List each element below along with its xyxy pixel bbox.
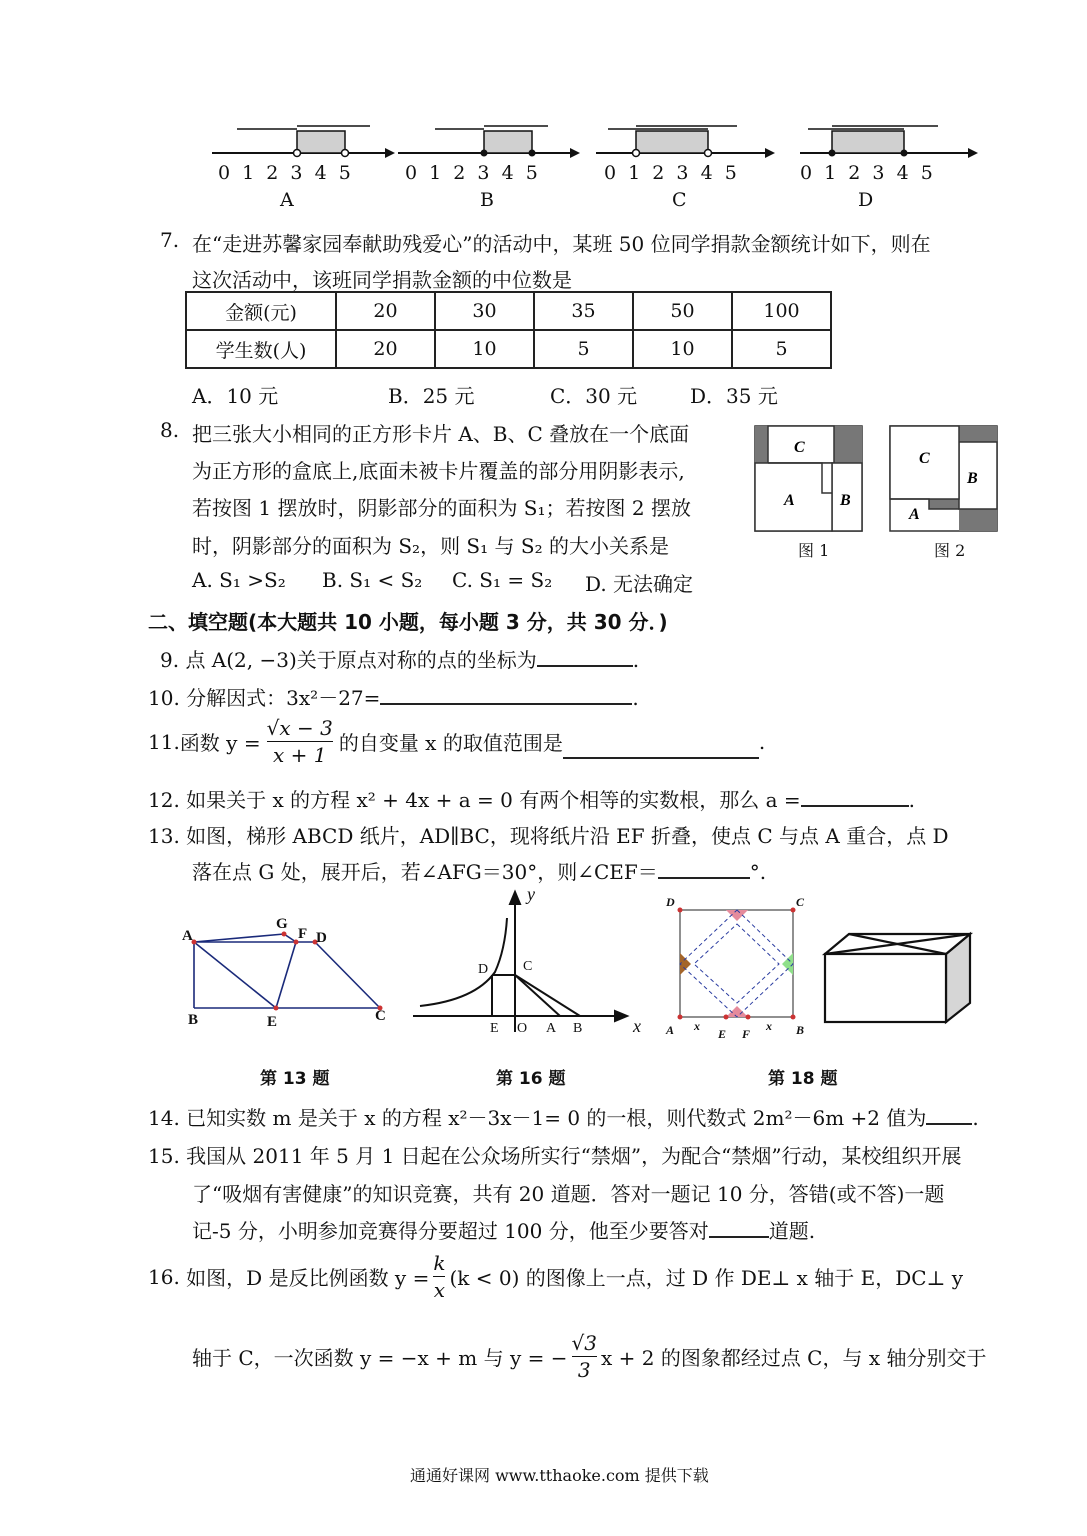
fraction: $\frac{√3}{3}$ bbox=[571, 1331, 597, 1382]
table-cell: 20 bbox=[336, 330, 435, 368]
svg-text:O: O bbox=[517, 1021, 528, 1036]
q7-line2: 这次活动中，该班同学捐款金额的中位数是 bbox=[192, 268, 572, 292]
svg-text:y: y bbox=[527, 884, 535, 904]
q8-option-b: B. S₁ < S₂ bbox=[322, 568, 423, 592]
svg-text:x: x bbox=[633, 1016, 641, 1036]
q7-option-a: A．10 元 bbox=[192, 384, 279, 408]
ticks-a: 0 1 2 3 4 5 bbox=[218, 162, 351, 184]
svg-text:C: C bbox=[796, 895, 805, 909]
svg-text:D: D bbox=[316, 930, 327, 946]
svg-text:F: F bbox=[742, 1027, 751, 1041]
svg-text:B: B bbox=[796, 1023, 805, 1037]
table-cell: 50 bbox=[633, 292, 732, 330]
svg-text:B: B bbox=[188, 1012, 199, 1028]
q7-option-d: D．35 元 bbox=[690, 384, 778, 408]
donation-table bbox=[185, 291, 832, 369]
answer-blank[interactable] bbox=[380, 685, 632, 705]
q8-figure-2 bbox=[889, 425, 999, 533]
ticks-c: 0 1 2 3 4 5 bbox=[604, 162, 737, 184]
fig16-caption: 第 16 题 bbox=[496, 1069, 566, 1089]
fraction: $\frac{k}{x}$ bbox=[433, 1251, 446, 1302]
table-cell: 35 bbox=[534, 292, 633, 330]
q9: 9. 点 A(2, −3)关于原点对称的点的坐标为 . bbox=[160, 648, 640, 672]
q8-line1: 把三张大小相同的正方形卡片 A、B、C 叠放在一个底面 bbox=[192, 422, 690, 446]
table-cell: 学生数(人) bbox=[186, 330, 336, 368]
q8-line2: 为正方形的盒底上,底面未被卡片覆盖的部分用阴影表示, bbox=[192, 459, 685, 483]
q11: 11. 函数 y = $\frac{√x - 3}{x + 1}$ 的自变量 x 的取值范围是 . bbox=[148, 716, 766, 767]
fraction: $\frac{√x - 3}{x + 1}$ bbox=[266, 716, 333, 767]
q12: 12. 如果关于 x 的方程 x² + 4x + a = 0 有两个相等的实数根，那么 a = . bbox=[148, 788, 916, 812]
svg-text:A: A bbox=[784, 492, 795, 509]
fig1-label: 图 1 bbox=[798, 541, 830, 560]
q8-option-a: A. S₁ >S₂ bbox=[192, 568, 286, 592]
q15-line3: 记-5 分，小明参加竞赛得分要超过 100 分，他至少要答对 道题. bbox=[192, 1219, 816, 1243]
svg-text:E: E bbox=[267, 1014, 278, 1030]
page-footer: 通通好课网 www.tthaoke.com 提供下载 bbox=[410, 1466, 709, 1485]
svg-text:D: D bbox=[666, 895, 675, 909]
q8-number: 8. bbox=[160, 418, 180, 442]
svg-text:F: F bbox=[298, 926, 308, 942]
q8-option-d: D. 无法确定 bbox=[585, 572, 694, 596]
answer-blank[interactable] bbox=[926, 1105, 972, 1125]
q13-line2: 落在点 G 处，展开后，若∠AFG＝30°，则∠CEF＝ °. bbox=[192, 860, 767, 884]
figure-13 bbox=[180, 910, 400, 1035]
svg-text:A: A bbox=[546, 1021, 557, 1036]
svg-text:B: B bbox=[573, 1021, 583, 1036]
q13-line1: 13. 如图，梯形 ABCD 纸片，AD∥BC，现将纸片沿 EF 折叠，使点 C 与点 A 重合，点 D bbox=[148, 824, 949, 848]
table-cell: 10 bbox=[633, 330, 732, 368]
number-line-b bbox=[398, 126, 580, 158]
svg-text:E: E bbox=[718, 1027, 727, 1041]
q8-line3: 若按图 1 摆放时，阴影部分的面积为 S₁；若按图 2 摆放 bbox=[192, 496, 691, 520]
svg-text:C: C bbox=[919, 450, 930, 467]
q8-option-c: C. S₁ = S₂ bbox=[452, 568, 553, 592]
fig2-label: 图 2 bbox=[934, 541, 966, 560]
ticks-d: 0 1 2 3 4 5 bbox=[800, 162, 933, 184]
section-title: 二、填空题(本大题共 10 小题，每小题 3 分，共 30 分．) bbox=[148, 610, 668, 634]
svg-text:x: x bbox=[694, 1019, 700, 1033]
answer-blank[interactable] bbox=[563, 739, 759, 759]
q15-line2: 了“吸烟有害健康”的知识竞赛，共有 20 道题．答对一题记 10 分，答错(或不答)一题 bbox=[192, 1182, 945, 1206]
table-row bbox=[186, 292, 831, 330]
q7-option-c: C．30 元 bbox=[550, 384, 638, 408]
q10: 10. 分解因式：3x²－27= . bbox=[148, 686, 639, 710]
q8-line4: 时，阴影部分的面积为 S₂，则 S₁ 与 S₂ 的大小关系是 bbox=[192, 534, 669, 558]
table-cell: 金额(元) bbox=[186, 292, 336, 330]
number-line-d bbox=[800, 126, 978, 158]
box-figure bbox=[820, 928, 978, 1028]
table-cell: 20 bbox=[336, 292, 435, 330]
svg-text:C: C bbox=[523, 959, 533, 974]
svg-text:A: A bbox=[909, 506, 920, 523]
option-label-b: B bbox=[480, 189, 494, 211]
q8-figure-1 bbox=[754, 425, 864, 533]
fig13-caption: 第 13 题 bbox=[260, 1069, 330, 1089]
figure-18 bbox=[660, 890, 810, 1045]
svg-text:E: E bbox=[490, 1021, 499, 1036]
table-cell: 5 bbox=[534, 330, 633, 368]
svg-text:B: B bbox=[967, 470, 978, 487]
answer-blank[interactable] bbox=[537, 647, 633, 667]
svg-text:A: A bbox=[666, 1023, 675, 1037]
table-cell: 30 bbox=[435, 292, 534, 330]
table-row bbox=[186, 330, 831, 368]
answer-blank[interactable] bbox=[801, 787, 909, 807]
svg-text:G: G bbox=[276, 916, 288, 932]
q16-line1: 16. 如图，D 是反比例函数 y = $\frac{k}{x}$ (k < 0) 的图像上一点，过 D 作 DE⊥ x 轴于 E，DC⊥ y bbox=[148, 1251, 964, 1302]
table-cell: 5 bbox=[732, 330, 831, 368]
q15-line1: 15. 我国从 2011 年 5 月 1 日起在公众场所实行“禁烟”，为配合“禁烟”行动，某校组织开展 bbox=[148, 1144, 962, 1168]
answer-blank[interactable] bbox=[709, 1218, 769, 1238]
svg-text:D: D bbox=[478, 962, 489, 977]
number-line-c bbox=[596, 126, 775, 158]
svg-text:x: x bbox=[766, 1019, 772, 1033]
number-line-a bbox=[212, 126, 395, 158]
q7-line1: 在“走进苏馨家园奉献助残爱心”的活动中，某班 50 位同学捐款金额统计如下，则在 bbox=[192, 232, 931, 256]
svg-text:C: C bbox=[375, 1008, 386, 1024]
q7-option-b: B．25 元 bbox=[388, 384, 475, 408]
fig18-caption: 第 18 题 bbox=[768, 1069, 838, 1089]
ticks-b: 0 1 2 3 4 5 bbox=[405, 162, 538, 184]
q7-number: 7. bbox=[160, 228, 180, 252]
figure-16 bbox=[405, 882, 655, 1042]
svg-text:C: C bbox=[794, 439, 805, 456]
svg-text:B: B bbox=[840, 492, 851, 509]
q14: 14. 已知实数 m 是关于 x 的方程 x²－3x－1= 0 的一根，则代数式 2m²－6m +2 值为 . bbox=[148, 1106, 979, 1130]
table-cell: 10 bbox=[435, 330, 534, 368]
option-label-a: A bbox=[280, 189, 294, 211]
option-label-c: C bbox=[672, 189, 687, 211]
svg-text:A: A bbox=[182, 928, 193, 944]
option-label-d: D bbox=[858, 189, 874, 211]
table-cell: 100 bbox=[732, 292, 831, 330]
q16-line2: 轴于 C，一次函数 y = −x + m 与 y = − $\frac{√3}{3}$ x + 2 的图象都经过点 C，与 x 轴分别交于 bbox=[192, 1331, 987, 1382]
answer-blank[interactable] bbox=[658, 859, 750, 879]
